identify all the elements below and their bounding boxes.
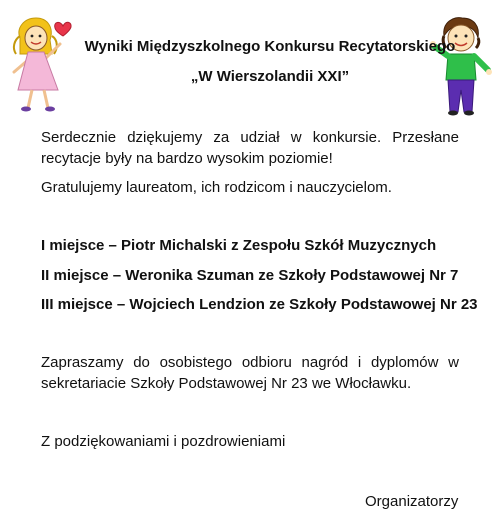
invitation-paragraph: Zapraszamy do osobistego odbioru nagród i dyplomów w sekretariacie Szkoły Podstawowej Nr 23 we Włocławku.: [41, 354, 459, 392]
signature: Organizatorzy: [365, 493, 459, 510]
thanks-paragraph: Serdecznie dziękujemy za udział w konkursie. Przesłane recytacje były na bardzo wysokim poziomie!: [41, 129, 459, 167]
congrats-paragraph: Gratulujemy laureatom, ich rodzicom i nauczycielom.: [41, 179, 392, 196]
girl-doodle-icon: [8, 14, 76, 112]
closing-line: Z podziękowaniami i pozdrowieniami: [41, 433, 286, 450]
second-place: II miejsce – Weronika Szuman ze Szkoły Podstawowej Nr 7: [41, 267, 459, 284]
third-place: III miejsce – Wojciech Lendzion ze Szkoły Podstawowej Nr 23: [41, 296, 478, 313]
first-place: I miejsce – Piotr Michalski z Zespołu Szkół Muzycznych: [41, 237, 437, 254]
contest-name: „W Wierszolandii XXI”: [190, 68, 350, 85]
page-title: Wyniki Międzyszkolnego Konkursu Recytatorskiego: [84, 38, 456, 55]
boy-doodle-icon: [430, 16, 492, 116]
